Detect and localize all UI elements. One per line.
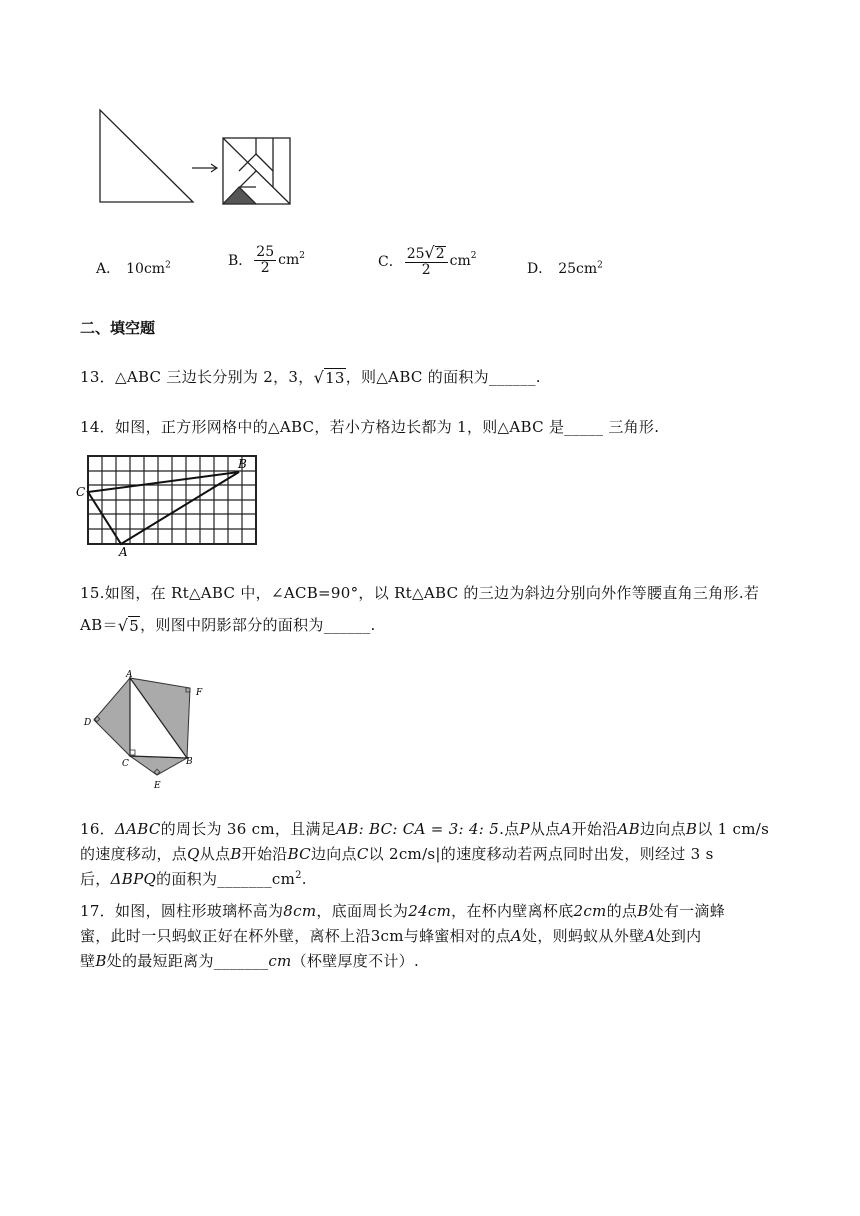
q17-l2-m1: A [510, 927, 523, 945]
q12-option-a-exp: 2 [165, 260, 171, 271]
q12-arrow [192, 164, 217, 172]
q16-l3-exp: 2 [295, 870, 302, 881]
q15-label-f: F [196, 688, 203, 698]
q16-l3-b: 的面积为_______cm [156, 870, 296, 888]
q14-text: 14．如图，正方形网格中的△ABC，若小方格边长都为 1，则△ABC 是_____ 三角形. [80, 418, 660, 436]
q17-l1-c: ，在杯内壁离杯底 [451, 902, 574, 920]
q12-option-b [228, 245, 305, 275]
q16-l1-b: 的周长为 36 cm，且满足 [160, 820, 337, 838]
q17-l2-c: 处到内 [655, 927, 702, 945]
q12-option-c-denominator: 2 [421, 261, 431, 278]
section-title: 二、填空题 [80, 319, 156, 337]
q16-l1-m2: AB: BC: CA = 3: 4: 5 [336, 820, 500, 838]
q12-option-d [527, 258, 603, 278]
q17-l3-m1: B [95, 952, 107, 970]
q17-l3-b: 处的最短距离为_______ [106, 952, 269, 970]
q13-radicand: 13 [325, 369, 345, 387]
q16-l2-m2: B [230, 845, 242, 863]
q12-option-c-radicand: 2 [435, 246, 445, 263]
q12-option-c-numerator [405, 245, 448, 263]
q13-suffix: ，则△ABC 的面积为______. [345, 368, 541, 386]
q17-l1-m3: 2cm [573, 902, 607, 920]
q16-l1-m4: A [560, 820, 572, 838]
q16-l3-c: . [301, 870, 307, 888]
q15-radicand: 5 [129, 617, 140, 635]
q16-l3-m1: ΔBPQ [110, 870, 157, 888]
q12-option-d-value: 25cm [558, 261, 598, 277]
q12-option-c [378, 245, 477, 277]
q12-option-c-coef: 25 [406, 246, 425, 262]
q13-sqrt: √ 13 [313, 368, 345, 387]
q15-sqrt: √ 5 [117, 616, 140, 635]
q16-l3-a: 后， [80, 870, 111, 888]
q15-line2-prefix: AB＝ [80, 616, 118, 634]
q12-option-c-sqrt: √ 2 [424, 243, 445, 263]
q16-l1-g: 以 1 cm/s [697, 820, 770, 838]
q16-l2-m3: BC [287, 845, 311, 863]
q17-l1-m4: B [637, 902, 649, 920]
q13-text [80, 366, 541, 387]
q16-l1-m3: P [519, 820, 530, 838]
q15-label-b: B [186, 757, 193, 767]
q12-option-a [96, 258, 171, 278]
q16-l2-e: 以 2cm/s|的速度移动若两点同时出发，则经过 3 s [368, 845, 714, 863]
q16-line2 [80, 843, 714, 864]
q12-option-b-denominator: 2 [260, 259, 270, 276]
q17-l2-m2: A [644, 927, 656, 945]
q14-label-a: A [119, 545, 128, 558]
q17-l1-e: 处有一滴蜂 [648, 902, 726, 920]
q15-shade-bottom [130, 756, 187, 775]
q12-option-a-letter: A． [96, 261, 121, 277]
q15-label-e: E [154, 781, 161, 791]
q16-l2-b: 从点 [199, 845, 231, 863]
q17-l2-b: 处，则蚂蚁从外壁 [522, 927, 645, 945]
q17-l3-c: （杯壁厚度不计）. [291, 952, 420, 970]
q15-line2 [80, 614, 376, 635]
q12-option-c-unit: cm [449, 253, 471, 270]
q16-line1 [80, 818, 769, 839]
q17-l1-a: 17．如图，圆柱形玻璃杯高为 [80, 902, 284, 920]
q12-option-c-letter: C． [378, 254, 403, 271]
q12-option-c-exp: 2 [470, 251, 477, 261]
q14-label-b: B [238, 457, 247, 471]
q17-l3-a: 壁 [80, 952, 96, 970]
q16-l2-d: 边向点 [310, 845, 357, 863]
q15-shade-left [94, 678, 130, 756]
q17-line2 [80, 925, 701, 946]
q17-l1-b: ，底面周长为 [316, 902, 409, 920]
q17-l2-a: 蜜，此时一只蚂蚁正好在杯外壁，离杯上沿3cm与蜂蜜相对的点 [80, 927, 511, 945]
q15-figure [80, 668, 210, 792]
q12-option-b-letter: B． [228, 253, 253, 270]
q16-l1-d: 从点 [529, 820, 561, 838]
q16-l1-m5: AB [617, 820, 640, 838]
q16-l2-m1: Q [187, 845, 200, 863]
q17-l1-m1: 8cm [283, 902, 317, 920]
q15-line1: 15.如图，在 Rt△ABC 中，∠ACB=90°，以 Rt△ABC 的三边为斜边分别向外作等腰直角三角形.若 [80, 584, 760, 602]
q14-figure [74, 452, 264, 558]
q12-figure [96, 106, 296, 208]
q15-line2-suffix: ，则图中阴影部分的面积为______. [140, 616, 376, 634]
q14-triangle [88, 472, 239, 544]
q12-option-d-exp: 2 [597, 260, 603, 271]
q17-line3 [80, 950, 419, 971]
q17-l1-m2: 24cm [408, 902, 452, 920]
q12-option-b-fraction [254, 245, 276, 275]
q12-option-b-exp: 2 [299, 251, 305, 261]
q16-l1-c: .点 [499, 820, 520, 838]
q16-l1-m6: B [685, 820, 698, 838]
q17-line1 [80, 900, 725, 921]
q16-l2-a: 的速度移动，点 [80, 845, 188, 863]
q14-label-c: C [76, 485, 86, 499]
q16-line3 [80, 868, 307, 889]
q12-option-d-letter: D． [527, 261, 553, 277]
q16-l1-m1: ΔABC [115, 820, 161, 838]
q13-prefix: 13．△ABC 三边长分别为 2，3， [80, 368, 314, 386]
q15-label-a: A [126, 670, 133, 680]
q12-triangle [100, 110, 193, 202]
q16-l2-m4: C [356, 845, 369, 863]
q16-l2-c: 开始沿 [241, 845, 288, 863]
q12-option-b-unit: cm [278, 252, 300, 269]
q12-option-c-fraction [405, 245, 448, 277]
q15-label-d: D [84, 718, 92, 728]
q16-l1-a: 16． [80, 820, 115, 838]
q12-option-a-value: 10cm [126, 261, 166, 277]
q16-l1-e: 开始沿 [571, 820, 618, 838]
q15-label-c: C [122, 759, 129, 769]
q12-shaded-piece [223, 187, 256, 204]
q17-l1-d: 的点 [606, 902, 638, 920]
q16-l1-f: 边向点 [639, 820, 686, 838]
q17-l3-m2: cm [268, 952, 292, 970]
q12-option-b-numerator: 25 [256, 244, 275, 260]
